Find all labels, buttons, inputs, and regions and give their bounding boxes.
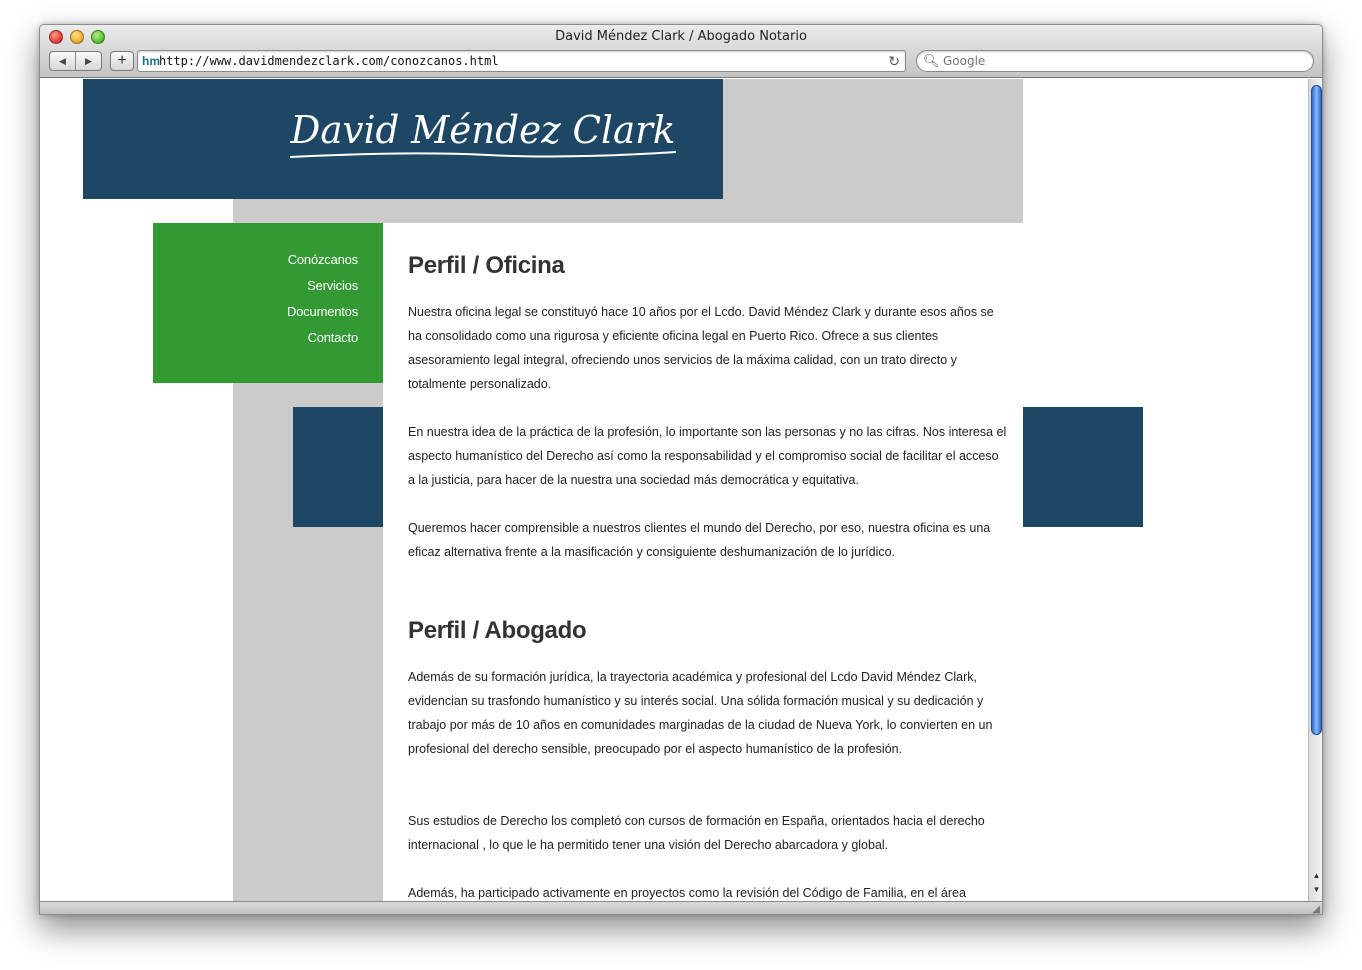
scroll-up-arrow-icon[interactable]: ▲ — [1312, 871, 1321, 880]
paragraph-abogado-3: Además, ha participado activamente en proyectos como la revisión del Código de Familia, en el área — [408, 886, 966, 900]
url-text[interactable]: http://www.davidmendezclark.com/conozcanos.html — [159, 54, 499, 68]
scrollbar-thumb[interactable] — [1311, 85, 1322, 735]
paragraph-abogado-2: Sus estudios de Derecho los completó con cursos de formación en España, orientados hacia el derecho internacional , lo que le ha permitido tener una visión del Derecho abarcadora y global. — [408, 814, 985, 852]
section-title-abogado: Perfil / Abogado — [408, 617, 587, 644]
vertical-scrollbar[interactable] — [1308, 79, 1323, 901]
nav-item-documentos[interactable]: Documentos — [287, 304, 358, 319]
main-content — [383, 223, 1023, 901]
add-bookmark-button[interactable]: + — [110, 51, 134, 71]
site-favicon-icon: hm — [142, 54, 160, 68]
resize-grip-icon[interactable]: ◢ — [1312, 904, 1320, 915]
nav-item-servicios[interactable]: Servicios — [307, 278, 358, 293]
page-viewport — [40, 79, 1308, 901]
paragraph-oficina-2: En nuestra idea de la práctica de la profesión, lo importante son las personas y no las cifras. Nos interesa el aspecto humanístico del Derecho así como la responsabilidad y el compromiso social de facilitar el acceso a la justicia, para hacer de la nuestra una sociedad más democrática y equitativa. — [408, 425, 1007, 487]
logo-text: David Méndez Clark — [289, 108, 676, 152]
paragraph-oficina-3: Queremos hacer comprensible a nuestros clientes el mundo del Derecho, por eso, nuestra oficina es una eficaz alternativa frente a la masificación y consiguiente deshumanización de lo jurídico. — [408, 521, 991, 559]
address-bar[interactable] — [137, 50, 906, 72]
forward-button[interactable]: ▶ — [85, 55, 92, 66]
status-bar — [40, 901, 1322, 915]
decorative-blue-block-right — [1023, 407, 1143, 527]
back-button[interactable]: ◀ — [50, 52, 76, 70]
site-logo[interactable] — [288, 107, 678, 167]
reload-icon[interactable]: ↻ — [888, 53, 900, 69]
site-header — [83, 79, 723, 199]
logo-underline — [290, 152, 676, 157]
history-buttons — [49, 51, 102, 71]
window-title: David Méndez Clark / Abogado Notario — [555, 29, 807, 44]
nav-item-conozcanos[interactable]: Conózcanos — [287, 252, 358, 267]
scroll-down-arrow-icon[interactable]: ▼ — [1312, 885, 1321, 894]
main-navigation — [153, 223, 383, 383]
paragraph-abogado-1: Además de su formación jurídica, la trayectoria académica y profesional del Lcdo David Méndez Clark, evidencian su trasfondo humanístico y su interés social. Una sólida formación musical y su dedicación y trabajo por más de 10 años en comunidades marginadas de la ciudad de Nueva York, lo convierten en un profesional del derecho sensible, preocupado por el aspecto humanístico de la profesión. — [408, 670, 993, 756]
paragraph-oficina-1: Nuestra oficina legal se constituyó hace 10 años por el Lcdo. David Méndez Clark y durante esos años se ha consolidado como una rigurosa y eficiente oficina legal en Puerto Rico. Ofrece a sus clientes asesoramiento legal integral, ofreciendo unos servicios de la máxima calidad, con un trato directo y totalmente personalizado. — [408, 305, 994, 391]
nav-item-contacto[interactable]: Contacto — [307, 330, 358, 345]
decorative-blue-block-left — [293, 407, 383, 527]
browser-titlebar — [40, 25, 1322, 78]
search-box[interactable] — [916, 50, 1314, 72]
search-icon[interactable]: 🔍︎ — [923, 53, 940, 68]
section-title-oficina: Perfil / Oficina — [408, 252, 565, 279]
browser-window — [39, 24, 1323, 915]
search-input[interactable] — [943, 54, 1303, 68]
